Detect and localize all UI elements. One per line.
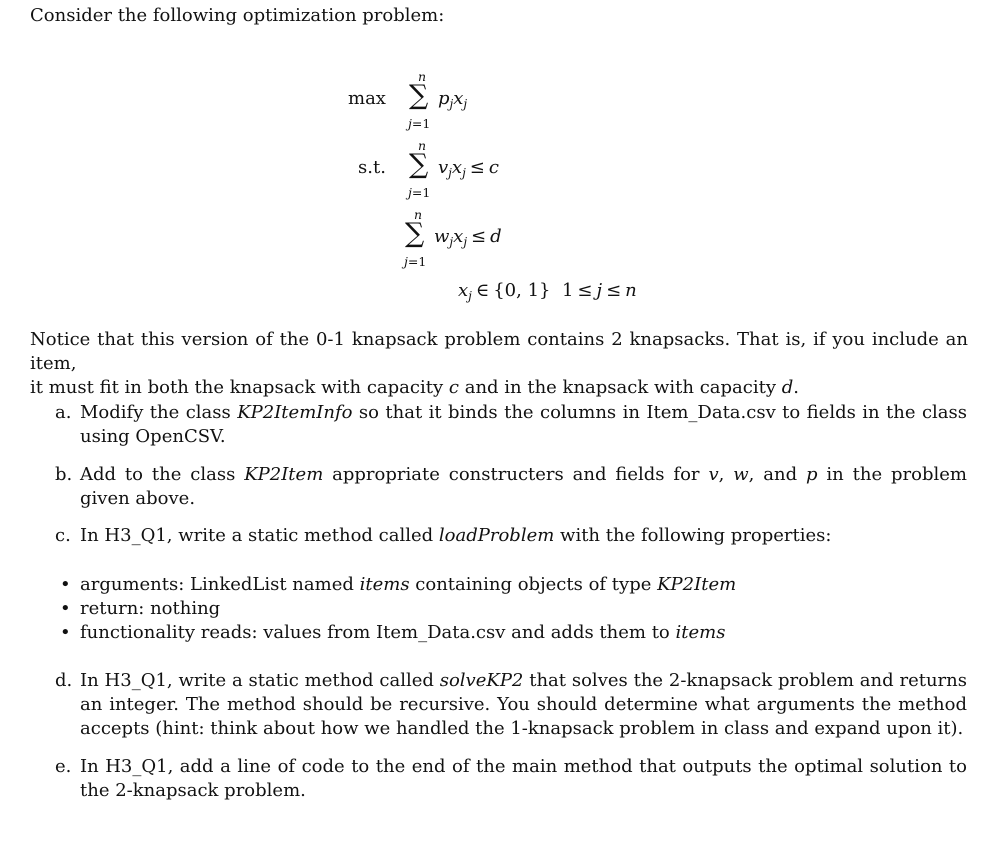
bullet-functionality	[60, 621, 960, 645]
task-text: In H3_Q1, write a static method called loadProblem with the following properties:	[80, 525, 832, 546]
task-c	[55, 524, 967, 548]
constraint-label: s.t.	[358, 157, 386, 178]
task-label: c.	[55, 525, 71, 546]
constraint-2-sum-lower: j=1	[404, 254, 427, 269]
bullet-return	[60, 597, 960, 621]
bullet-text: functionality reads: values from Item_Data.csv and adds them to items	[80, 622, 726, 643]
constraint-1-expression: $v_jx_j \le c$	[438, 157, 499, 180]
constraint-1-sum-symbol: ∑	[409, 149, 429, 180]
bullet-symbol: •	[60, 622, 71, 643]
task-label: e.	[55, 756, 72, 777]
task-b	[55, 463, 967, 511]
task-label: b.	[55, 464, 73, 485]
objective-sum-upper: n	[418, 69, 427, 84]
objective-sum-lower: j=1	[408, 116, 431, 131]
bullet-text: return: nothing	[80, 598, 221, 619]
bullet-symbol: •	[60, 598, 71, 619]
objective-sum-symbol: ∑	[409, 80, 429, 111]
objective-expression: $p_jx_j$	[438, 88, 468, 111]
bullet-symbol: •	[60, 574, 71, 595]
variable-domain: $x_j$ ∈ {0, 1} 1 ≤ j ≤ n	[458, 280, 637, 303]
task-label: d.	[55, 670, 73, 691]
objective-operator: max	[348, 88, 386, 109]
task-d	[55, 669, 967, 741]
constraint-1-sum-upper: n	[418, 138, 427, 153]
task-label: a.	[55, 402, 72, 423]
notice-line-1: Notice that this version of the 0-1 knapsack problem contains 2 knapsacks. That is, if you include an item,	[30, 329, 968, 374]
task-text: Add to the class KP2Item appropriate constructers and fields for v, w, and p in the problem given above.	[80, 464, 967, 509]
task-text: In H3_Q1, add a line of code to the end of the main method that outputs the optimal solution to the 2-knapsack problem.	[80, 756, 967, 801]
task-text: Modify the class KP2ItemInfo so that it binds the columns in Item_Data.csv to fields in the class using OpenCSV.	[80, 402, 967, 447]
constraint-2-expression: $w_jx_j \le d$	[434, 226, 502, 249]
constraint-2-sum-symbol: ∑	[405, 218, 425, 249]
bullet-text: arguments: LinkedList named items containing objects of type KP2Item	[80, 574, 737, 595]
notice-line-2: it must fit in both the knapsack with capacity c and in the knapsack with capacity d.	[30, 377, 799, 398]
task-a	[55, 401, 967, 449]
constraint-1-sum-lower: j=1	[408, 185, 431, 200]
intro-text: Consider the following optimization problem:	[30, 5, 445, 26]
constraint-2-sum-upper: n	[414, 207, 423, 222]
bullet-arguments	[60, 573, 960, 597]
task-text: In H3_Q1, write a static method called solveKP2 that solves the 2-knapsack problem and returns an integer. The method should be recursive. You should determine what arguments the method accepts (hint: think about how we handled the 1-knapsack problem in class and expand upon it).	[80, 670, 967, 739]
task-e	[55, 755, 967, 803]
notice-paragraph	[30, 328, 968, 400]
